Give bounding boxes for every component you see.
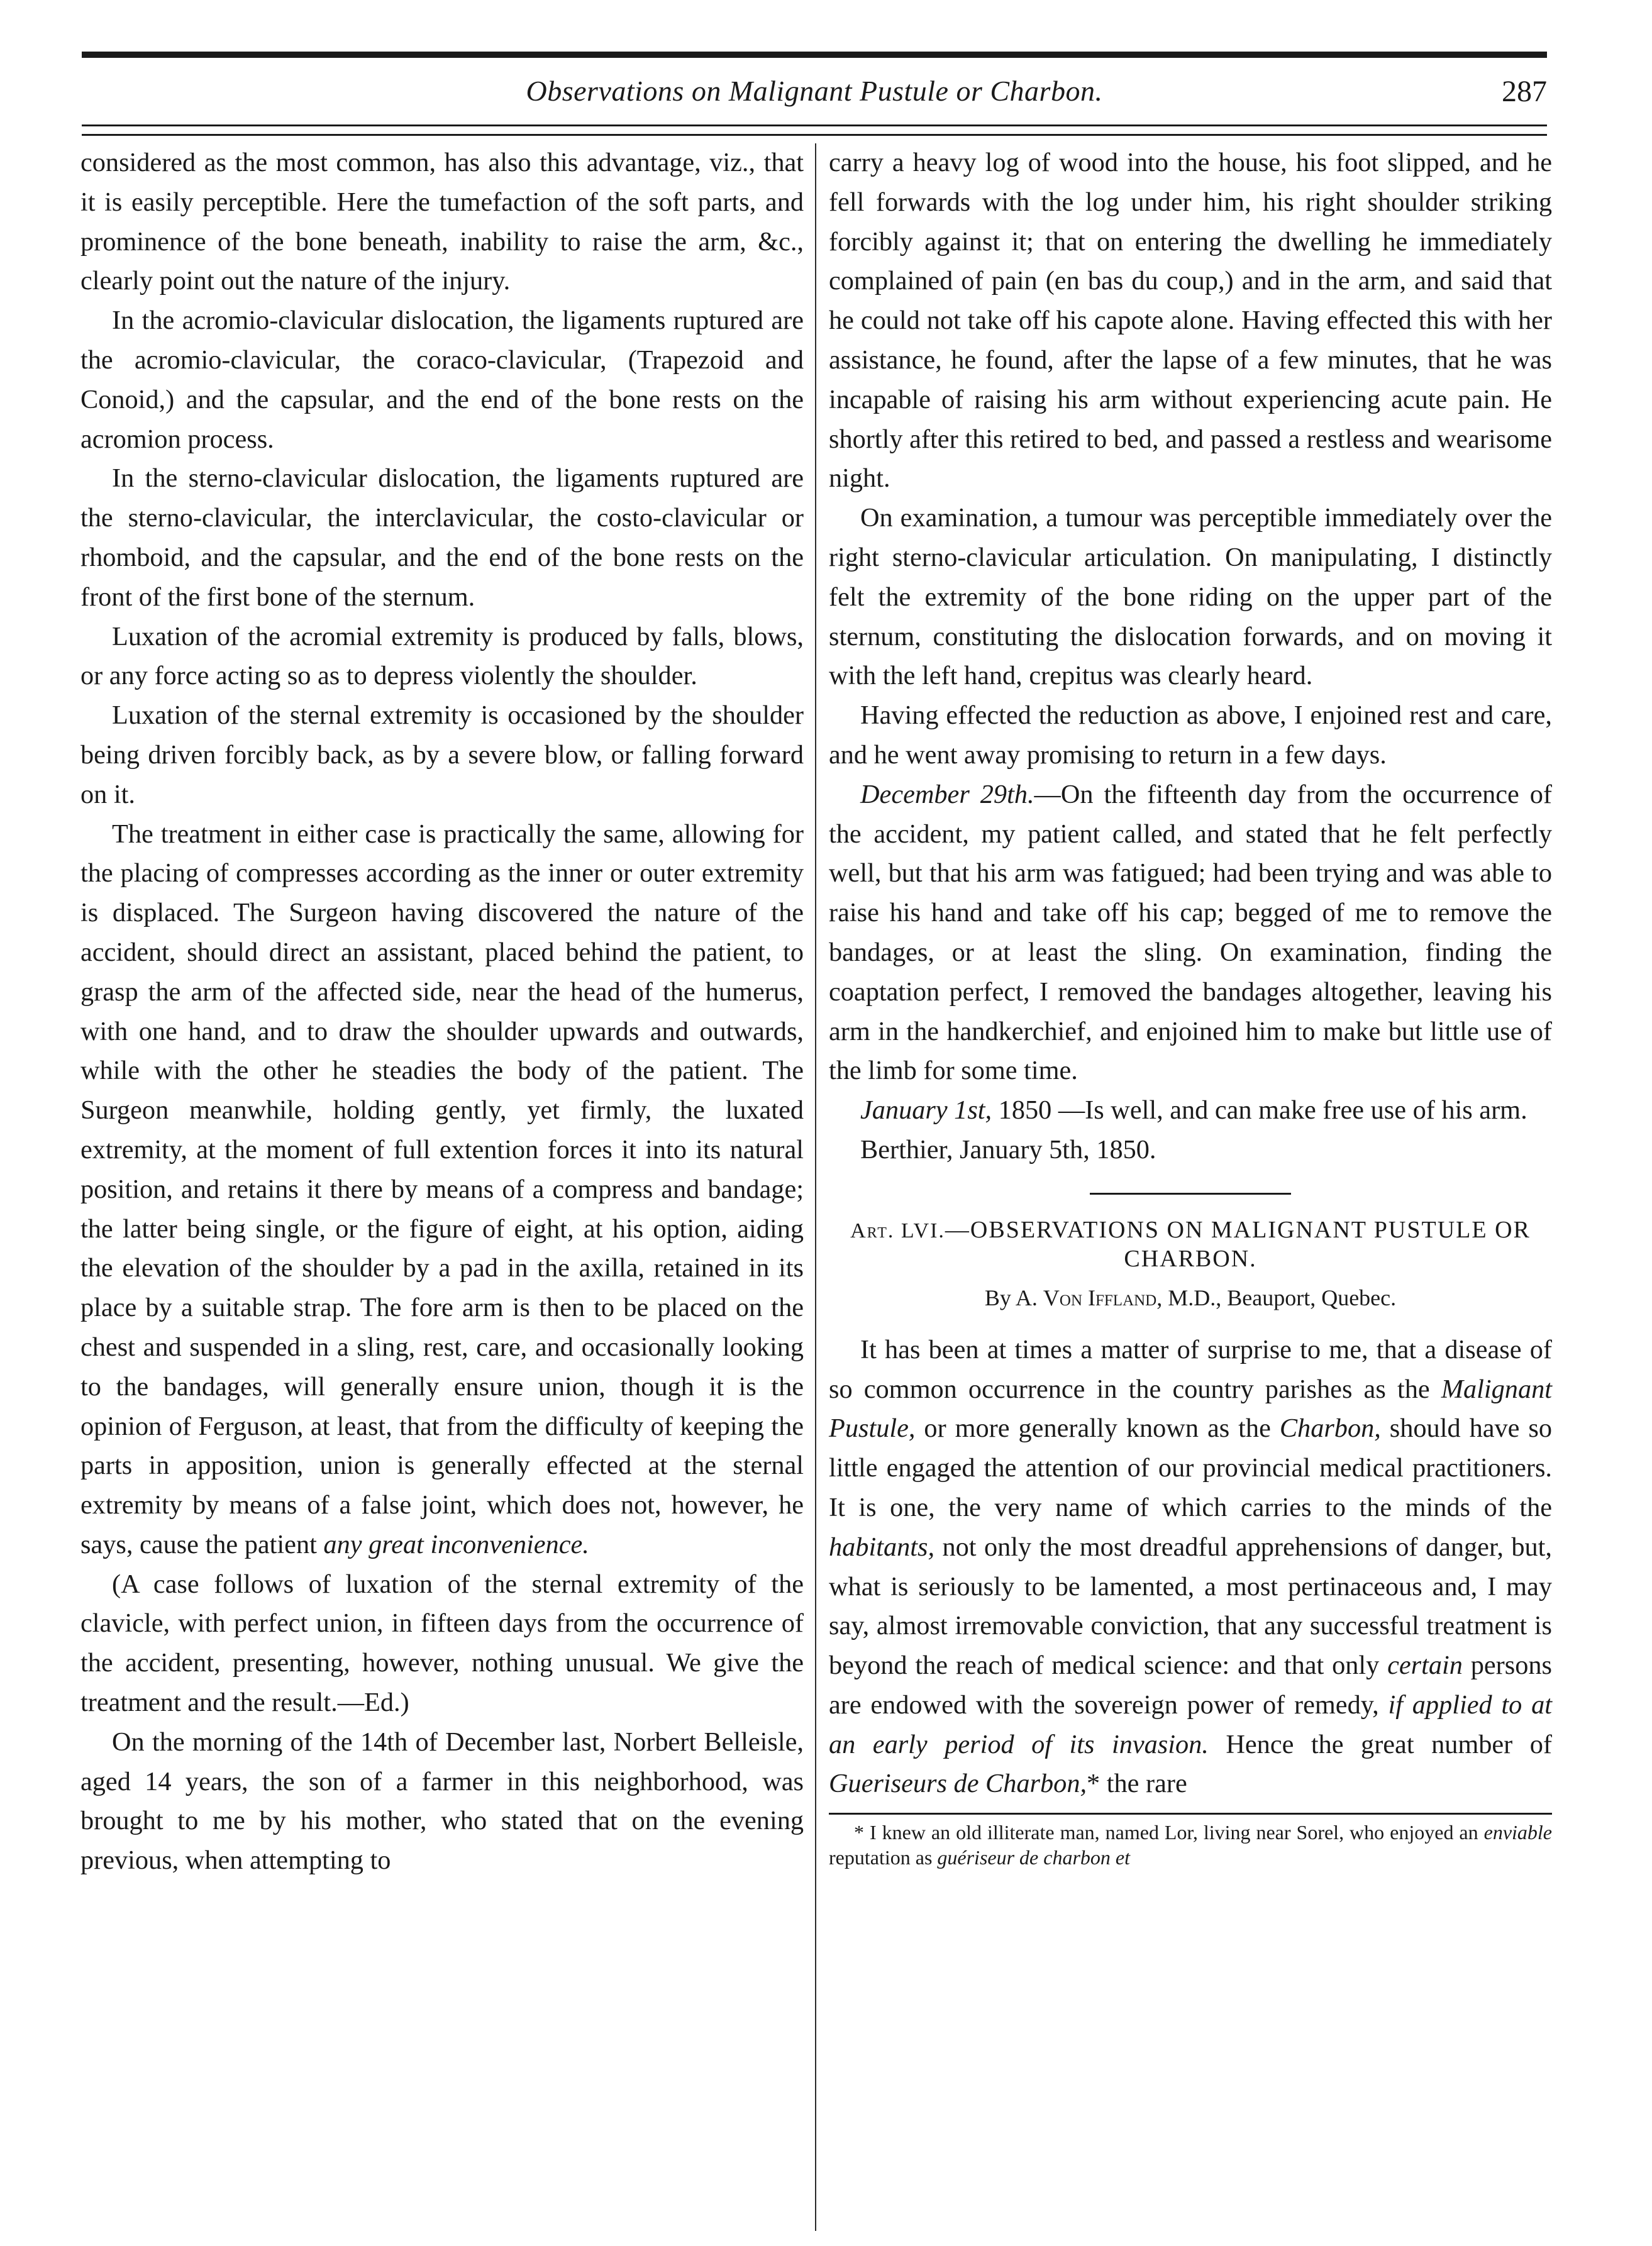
running-title: Observations on Malignant Pustule or Charbon. — [526, 75, 1103, 107]
byline — [829, 1283, 1552, 1313]
byline-affiliation: , M.D., Beauport, Quebec. — [1156, 1285, 1397, 1310]
footnote-rule — [829, 1813, 1552, 1815]
paragraph: Having effected the reduction as above, I enjoined rest and care, and he went away promising to return in a few days. — [829, 700, 1552, 770]
italic-text: any great inconvenience. — [323, 1529, 589, 1559]
italic-text: Gueriseurs de Charbon, — [829, 1769, 1087, 1799]
paragraph: On examination, a tumour was perceptible immediately over the right sterno-clavicular articulation. On manipulating, I distinctly felt the extremity of the bone riding on the upper part of the sternum, constituting the dislocation forwards, and on moving it with the left hand, crepitus was clearly heard. — [829, 503, 1552, 691]
editor-note: (A case follows of luxation of the sternal extremity of the clavicle, with perfect union, in fifteen days from the occurrence of the accident, presenting, however, nothing unusual. We give the treatment and the result.—Ed.) — [80, 1569, 804, 1718]
paragraph — [829, 1330, 1552, 1805]
text-run: * the rare — [1087, 1769, 1187, 1799]
column-divider — [815, 143, 816, 2231]
italic-text: if applied to at an early period of its invasion. — [829, 1690, 1552, 1759]
byline-author: Von Iffland — [1043, 1285, 1157, 1310]
paragraph: Luxation of the sternal extremity is occasioned by the shoulder being driven forcibly back, as by a severe blow, or falling forward on it. — [80, 700, 804, 809]
text-run: should have so little engaged the attention of our provincial medical practitioners. It is one, the very name of which carries to the minds of the — [829, 1413, 1553, 1522]
text-run: The treatment in either case is practically the same, allowing for the placing of compresses according as the inner or outer extremity is displaced. The Surgeon having discovered the nature of the accident, should direct an assistant, placed behind the patient, to grasp the arm of the affected side, near the head of the humerus, with one hand, and to draw the shoulder upwards and outwards, while with the other he steadies the body of the patient. The Surgeon meanwhile, holding gently, yet firmly, the luxated extremity, at the moment of full extention forces it into its natural position, and retains it there by means of a compress and bandage; the latter being single, or the figure of eight, at his option, aiding the elevation of the shoulder by a pad in the axilla, retained in its place by a suitable strap. The fore arm is then to be placed on the chest and suspended in a sling, rest, care, and occasionally looking to the bandages, will generally ensure union, though it is the opinion of Ferguson, at least, that from the difficulty of keeping the parts in apposition, union is generally effected at the sternal extremity by means of a false joint, which does not, however, he says, cause the patient — [80, 819, 804, 1559]
article-heading — [829, 1216, 1552, 1273]
dated-entry — [829, 1091, 1552, 1131]
paragraph: In the acromio-clavicular dislocation, the ligaments ruptured are the acromio-clavicular, the coraco-clavicular, (Trapezoid and Conoid,) and the capsular, and the end of the bone rests on the acromion process. — [80, 306, 804, 454]
footnote — [829, 1820, 1552, 1870]
paragraph: In the sterno-clavicular dislocation, the ligaments ruptured are the sterno-clavicular, the interclavicular, the costo-clavicular or rhomboid, and the capsular, and the end of the bone rests on the front of the first bone of the sternum. — [80, 463, 804, 612]
paragraph: Luxation of the acromial extremity is produced by falls, blows, or any force acting so as to depress violently the shoulder. — [80, 621, 804, 691]
text-run: * I knew an old illiterate man, named Lor, living near Sorel, who enjoyed an — [854, 1821, 1484, 1844]
paragraph — [80, 815, 804, 1565]
article-separator-rule — [1090, 1193, 1291, 1195]
dated-entry — [829, 775, 1552, 1091]
paragraph: carry a heavy log of wood into the house, his foot slipped, and he fell forwards with the log under him, his right shoulder striking forcibly against it; that on entering the dwelling he immediately complained of pain (en bas du coup,) and in the arm, and said that he could not take off his capote alone. Having effected this with her assistance, he found, after the lapse of a few minutes, that he was incapable of raising his arm without experiencing acute pain. He shortly after this retired to bed, and passed a restless and wearisome night. — [829, 148, 1552, 494]
paragraph: On the morning of the 14th of December last, Norbert Belleisle, aged 14 years, the son of a farmer in this neighborhood, was brought to me by his mother, who stated that on the evening previous, when attempting to — [80, 1727, 804, 1876]
left-column — [80, 143, 804, 1881]
italic-text: certain — [1387, 1651, 1463, 1681]
right-column — [829, 143, 1552, 1870]
top-rule — [82, 52, 1547, 58]
byline-prefix: By A. — [984, 1285, 1043, 1310]
text-run: It has been at times a matter of surprise to me, that a disease of so common occurrence in the country parishes as the — [829, 1334, 1552, 1404]
article-label: Art. LVI. — [850, 1219, 945, 1242]
text-run: 1850 —Is well, and can make free use of his arm. — [992, 1095, 1527, 1126]
page-number: 287 — [1502, 75, 1547, 108]
text-run: or more generally known as the — [915, 1413, 1280, 1444]
italic-text: Charbon, — [1279, 1413, 1381, 1444]
italic-text: habitants, — [829, 1532, 935, 1562]
running-head — [82, 74, 1547, 118]
text-run: —On the fifteenth day from the occurrence of the accident, my patient called, and stated that he felt perfectly well, but that his arm was fatigued; had been trying and was able to raise his hand and take off his cap; begged of me to remove the bandages, or at least the sling. On examination, finding the coaptation perfect, I removed the bandages altogether, leaving his arm in the handkerchief, and enjoined him to make but little use of the limb for some time. — [829, 779, 1552, 1086]
italic-text: guériseur de charbon et — [937, 1846, 1130, 1869]
italic-text: enviable — [1483, 1821, 1552, 1844]
signature-line: Berthier, January 5th, 1850. — [860, 1134, 1156, 1164]
entry-date: January 1st, — [860, 1095, 992, 1126]
paragraph: considered as the most common, has also this advantage, viz., that it is easily perceptible. Here the tumefaction of the soft parts, and prominence of the bone beneath, inability to raise the arm, &c., clearly point out the nature of the injury. — [80, 148, 804, 296]
text-run: not only the most dreadful apprehensions of danger, but, what is seriously to be lamented, a most pertinaceous and, I may say, almost irremovable conviction, that any successful treatment is beyond the reach of medical science: and that only — [829, 1532, 1552, 1681]
text-run: persons are endowed with the sovereign power of remedy, — [829, 1651, 1552, 1720]
text-run: Hence the great number of — [1208, 1729, 1552, 1759]
header-double-rule — [82, 124, 1547, 136]
text-run: reputation as — [829, 1846, 938, 1869]
entry-date: December 29th. — [860, 779, 1034, 809]
article-title: —OBSERVATIONS ON MALIGNANT PUSTULE OR CHARBON. — [945, 1216, 1531, 1272]
italic-text: Malignant Pustule, — [829, 1374, 1552, 1444]
